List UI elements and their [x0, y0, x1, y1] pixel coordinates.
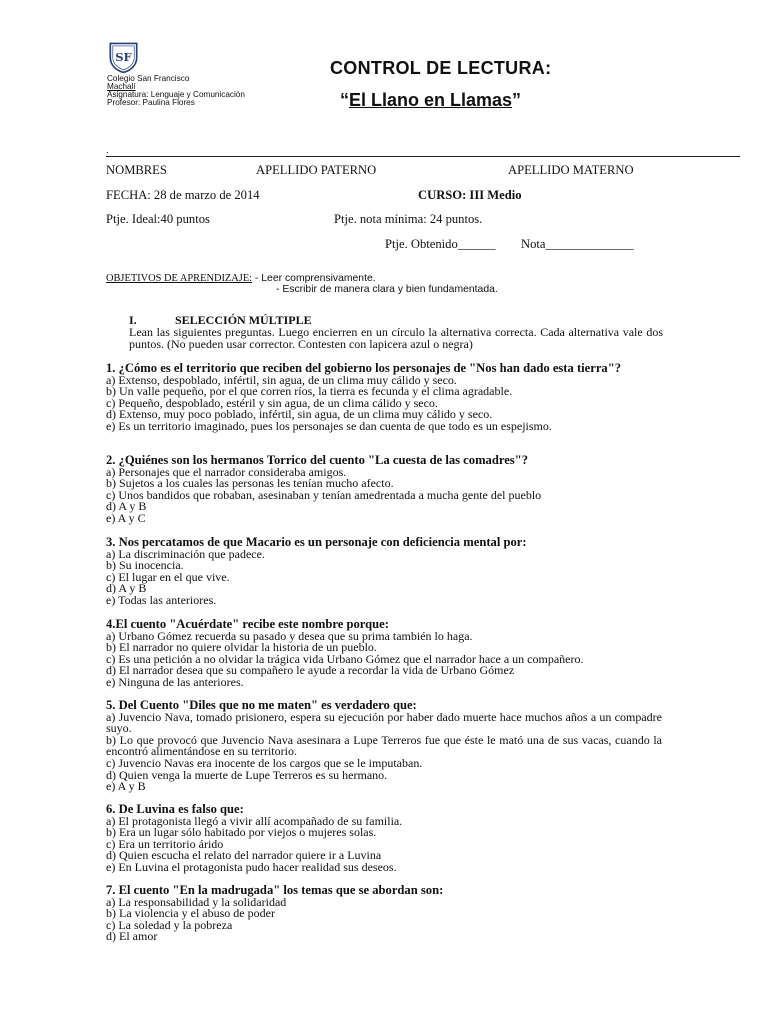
- option-c: c) Pequeño, despoblado, estéril y sin agua, de un clima cálido y seco.: [106, 395, 438, 410]
- book-title-close-quote: ”: [512, 90, 522, 110]
- question-title: 3. Nos percatamos de que Macario es un personaje con deficiencia mental por:: [106, 535, 527, 549]
- option-b: b) Un valle pequeño, por el que corren ríos, la tierra es fecunda y el clima agradable.: [106, 384, 513, 399]
- option-e: e) En Luvina el protagonista pudo hacer realidad sus deseos.: [106, 859, 397, 874]
- label-nombres: NOMBRES: [106, 163, 167, 177]
- question-2: [106, 455, 662, 525]
- fecha-field: FECHA: 28 de marzo de 2014: [106, 188, 260, 202]
- option-d: d) El amor: [106, 929, 158, 944]
- option-a: a) Urbano Gómez recuerda su pasado y desea que su prima también lo haga.: [106, 628, 473, 643]
- question-3: [106, 537, 662, 607]
- option-a: a) Personajes que el narrador consideraba amigos.: [106, 464, 347, 479]
- objectives-line-1: [106, 272, 376, 284]
- question-title: 5. Del Cuento "Diles que no me maten" es verdadero que:: [106, 698, 417, 712]
- option-c: c) La soledad y la pobreza: [106, 917, 233, 932]
- label-apellido-paterno: APELLIDO PATERNO: [256, 163, 377, 177]
- option-b: b) La violencia y el abuso de poder: [106, 906, 275, 921]
- option-a: a) La responsabilidad y la solidaridad: [106, 894, 287, 909]
- objectives-label: OBJETIVOS DE APRENDIZAJE:: [106, 273, 253, 284]
- option-e: e) Todas las anteriores.: [106, 592, 217, 607]
- question-6: [106, 804, 662, 874]
- book-title-text: El Llano en Llamas: [349, 90, 513, 110]
- question-title: 4.El cuento "Acuérdate" recibe este nombre porque:: [106, 617, 389, 631]
- section-instructions: Lean las siguientes preguntas. Luego encierren en un círculo la alternativa correcta. Cada alternativa vale dos puntos. (No pueden usar corrector. Contesten con lapicera azul o negra): [129, 324, 663, 351]
- option-d: d) A y B: [106, 499, 147, 514]
- nota-field: Nota______________: [521, 237, 634, 251]
- option-c: c) Juvencio Navas era inocente de los cargos que se le imputaban.: [106, 755, 423, 770]
- option-c: c) Unos bandidos que robaban, asesinaban y tenían amedrentada a mucha gente del pueblo: [106, 487, 542, 502]
- question-1: [106, 363, 662, 433]
- option-d: d) El narrador desea que su compañero le ayude a recordar la vida de Urbano Gómez: [106, 663, 515, 678]
- subject-line: Asignatura: Lenguaje y Comunicación: [107, 90, 245, 99]
- label-apellido-materno: APELLIDO MATERNO: [508, 163, 634, 177]
- book-title-open-quote: “: [340, 90, 349, 110]
- school-city: Machalí: [107, 82, 136, 91]
- question-title: 6. De Luvina es falso que:: [106, 802, 244, 816]
- objective-1: - Leer comprensivamente.: [252, 273, 376, 284]
- option-c: c) El lugar en el que vive.: [106, 569, 230, 584]
- section-number: I.: [129, 313, 137, 327]
- ptje-obtenido: Ptje. Obtenido______: [385, 237, 496, 251]
- logo-text: SF: [115, 49, 132, 64]
- school-logo-icon: [107, 41, 140, 74]
- option-c: c) Era un territorio árido: [106, 836, 224, 851]
- page-title: CONTROL DE LECTURA:: [330, 58, 552, 78]
- option-a: a) Extenso, despoblado, infértil, sin agua, de un clima muy cálido y seco.: [106, 372, 457, 387]
- option-b: b) Lo que provocó que Juvencio Nava asesinara a Lupe Terreros fue que éste le mató una de sus vacas, cuando la encontró alimentándose en su territorio.: [106, 732, 662, 759]
- question-title: 1. ¿Cómo es el territorio que reciben del gobierno los personajes de "Nos han dado esta tierra"?: [106, 361, 621, 375]
- option-b: b) El narrador no quiere olvidar la historia de un pueblo.: [106, 640, 377, 655]
- ptje-ideal: Ptje. Ideal:40 puntos: [106, 212, 210, 226]
- book-title: [340, 90, 521, 111]
- option-b: b) Era un lugar sólo habitado por viejos o mujeres solas.: [106, 825, 377, 840]
- option-d: d) Quien escucha el relato del narrador quiere ir a Luvina: [106, 848, 382, 863]
- option-d: d) Quien venga la muerte de Lupe Terreros es su hermano.: [106, 767, 388, 782]
- option-a: a) El protagonista llegó a vivir allí acompañado de su familia.: [106, 813, 403, 828]
- option-e: e) A y C: [106, 510, 146, 525]
- question-4: [106, 619, 662, 689]
- teacher-line: Profesor: Paulina Flores: [107, 98, 195, 107]
- option-a: a) La discriminación que padece.: [106, 546, 265, 561]
- question-7: [106, 885, 662, 943]
- section-header: [129, 315, 663, 350]
- section-title: SELECCIÓN MÚLTIPLE: [175, 313, 312, 327]
- option-e: e) Es un territorio imaginado, pues los personajes se dan cuenta de que todo es un espejismo.: [106, 418, 552, 433]
- name-underline: [106, 156, 740, 157]
- school-name: Colegio San Francisco: [107, 74, 190, 83]
- option-b: b) Su inocencia.: [106, 558, 184, 573]
- option-d: d) Extenso, muy poco poblado, infértil, sin agua, de un clima muy cálido y seco.: [106, 407, 493, 422]
- ptje-nota-minima: Ptje. nota mínima: 24 puntos.: [334, 212, 483, 226]
- option-b: b) Sujetos a los cuales las personas les tenían mucho afecto.: [106, 476, 394, 491]
- option-e: e) A y B: [106, 779, 146, 794]
- option-c: c) Es una petición a no olvidar la trágica vida Urbano Gómez que el narrador hace a un compañero.: [106, 651, 584, 666]
- option-a: a) Juvencio Nava, tomado prisionero, espera su ejecución por haber dado muerte hace muchos años a un compadre suyo.: [106, 709, 662, 736]
- question-title: 2. ¿Quiénes son los hermanos Torrico del cuento "La cuesta de las comadres"?: [106, 453, 529, 467]
- objective-2: - Escribir de manera clara y bien fundamentada.: [276, 284, 498, 295]
- option-d: d) A y B: [106, 581, 147, 596]
- question-5: [106, 700, 662, 793]
- name-line-dot: .: [106, 146, 109, 156]
- option-e: e) Ninguna de las anteriores.: [106, 674, 244, 689]
- question-title: 7. El cuento "En la madrugada" los temas que se abordan son:: [106, 883, 444, 897]
- curso-field: CURSO: III Medio: [418, 188, 522, 202]
